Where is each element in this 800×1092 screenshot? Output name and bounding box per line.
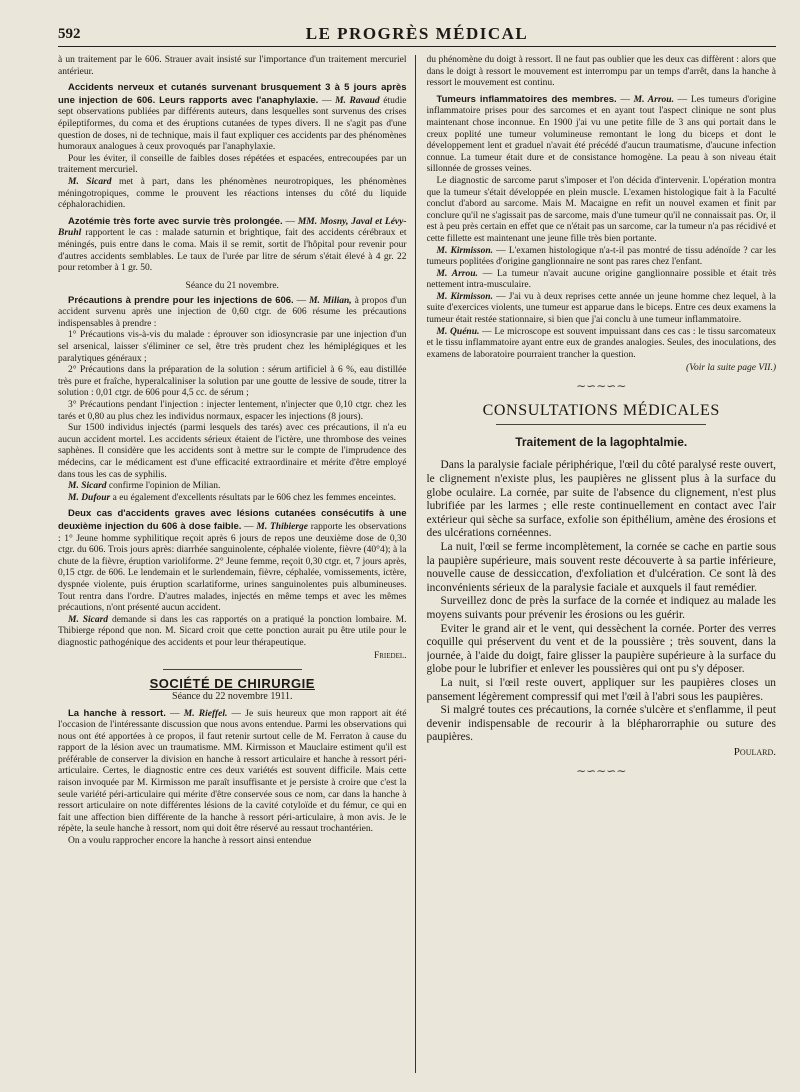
article-ravaud: Accidents nerveux et cutanés survenant brusquement 3 à 5 jours après une injection de 606. Leurs rapports avec l'anaphylaxie. — M. Ravaud étudie sept observations publiées par différents auteurs, dans lesquelles sont survenus des crises épileptiformes, du coma et des éruptions cutanées de types divers. Il ne s'agit pas d'une question de doses, ni de technique, mais il faut expliquer ces accidents par des phénomènes humoraux analogues à ceux provoqués par l'anaphylaxie. xyxy=(58,82,407,153)
section-session-date: Séance du 22 novembre 1911. xyxy=(172,690,293,702)
page-header xyxy=(58,22,776,47)
article-author: M. Milian, xyxy=(309,295,352,306)
ornamental-divider: ∼∽∼∽∼ xyxy=(576,763,627,778)
paragraph: Pour les éviter, il conseille de faibles doses répétées et espacées, entrecoupées par un traitement mercuriel. xyxy=(58,153,407,176)
two-column-body xyxy=(58,55,776,1073)
article-text: étudie sept observations publiées par différents auteurs, dans lesquelles sont survenus des crises épileptiformes, du coma et des éruptions cutanées de types divers. Il ne s'agit pas d'une question de doses, ni de technique, mais il faut expliquer ces accidents par des phénomènes humoraux analogues à ceux provoqués par l'anaphylaxie. xyxy=(58,95,407,153)
speaker: M. Dufour xyxy=(68,492,111,503)
article-title: Accidents nerveux et cutanés survenant brusquement 3 à 5 jours après une injection de 606. Leurs rapports avec l'anaphylaxie. xyxy=(58,82,407,106)
article-azotemie: Azotémie très forte avec survie très prolongée. — MM. Mosny, Javal et Lévy-Bruhl rapportent le cas : malade saturnin et brightique, fait des accidents cérébraux et méningés, puis entre dans le coma. Mais il se remit, sortit de l'hôpital pour revenir pour d'autres accidents semblables. Le taux de l'urée par litre de sérum s'était élevé à 4 gr. 22 pour retomber à 1 gr. 50. xyxy=(58,215,407,274)
article-title: Azotémie très forte avec survie très prolongée. xyxy=(68,215,283,227)
signature: Friedel. xyxy=(373,650,407,661)
paragraph: M. Arrou. — La tumeur n'avait aucune origine ganglionnaire possible et était très nettement intra-musculaire. xyxy=(426,268,776,291)
article-title: Deux cas d'accidents graves avec lésions cutanées consécutifs à une deuxième injection du 606 à dose faible. xyxy=(58,508,407,532)
article-title: Précautions à prendre pour les injections de 606. xyxy=(68,294,294,306)
article-title: La hanche à ressort. xyxy=(68,707,166,719)
list-item: 1° Précautions vis-à-vis du malade : éprouver son idiosyncrasie par une injection d'un sel arsenical, laisser s'éliminer ce sel, être très prudent chez les hémiplégiques et les paralytiques généraux ; xyxy=(58,330,407,364)
article-tumeurs: Tumeurs inflammatoires des membres. — M. Arrou. — Les tumeurs d'origine inflammatoire prises pour des sarcomes et en ayant tout l'aspect clinique ne sont plus maintenant chose inconnue. En 1900 j'ai vu une petite fille de 3 ans qui portait dans le creux poplité une tumeur volumineuse remontant le long du biceps et dont le développement lent et graduel n'avait été précédé d'aucun traumatisme, d'aucune infection connue. La tumeur était dure et de consistance homogène. La peau à son niveau était sillonnée de grosses veines. xyxy=(426,93,776,175)
paragraph: M. Sicard demande si dans les cas rapportés on a pratiqué la ponction lombaire. M. Thibierge répond que non. M. Sicard croit que cette ponction aurait pu être utile pour le diagnostic pathogénique des accidents et pour leur thérapeutique. xyxy=(58,614,407,648)
list-item: 2° Précautions dans la préparation de la solution : sérum artificiel à 6 %, eau distillée très pure et fraîche, hyperalcaliniser la solution par une goutte de lessive de soude, titrer la solution : 0,01 ctgr. de 606 pour 4,5 cc. de sérum ; xyxy=(58,365,407,399)
session-date: Séance du 21 novembre. xyxy=(185,280,279,291)
paragraph: M. Sicard met à part, dans les phénomènes neurotropiques, les phénomènes méningotropiques, comme le prouvent les réactions intenses du côté du liquide céphalorachidien. xyxy=(58,176,407,211)
paragraph-continued: du phénomène du doigt à ressort. Il ne faut pas oublier que les deux cas diffèrent : alors que dans le doigt à ressort le mouvement est interrompu par un temps d'arrêt, dans la hanche à ressort le mouvement est continu. xyxy=(426,55,776,89)
paragraph: La nuit, l'œil se ferme incomplètement, la cornée se cache en partie sous la paupière supérieure, mais souvent reste découverte à sa partie inférieure, nouvelle cause de dessiccation, d'exfoliation et d'ulcération. Ce sont là des inconvénients sérieux de la paralysie faciale et auxquels il faut remédier. xyxy=(426,541,776,594)
paragraph: M. Kirmisson. — L'examen histologique n'a-t-il pas montré de tissu adénoïde ? car les tumeurs poplitées d'origine ganglionnaire ne sont pas rares chez l'enfant. xyxy=(426,245,776,268)
continuation-note: (Voir la suite page VII.) xyxy=(686,363,776,374)
signature: Poulard. xyxy=(733,745,776,758)
speaker: M. Sicard xyxy=(68,176,112,187)
section-divider xyxy=(163,669,302,670)
speaker: M. Arrou. xyxy=(436,268,478,279)
speaker: M. Kirmisson. xyxy=(436,245,493,256)
article-author: M. Rieffel. xyxy=(183,708,228,719)
article-thibierge: Deux cas d'accidents graves avec lésions cutanées consécutifs à une deuxième injection du 606 à dose faible. — M. Thibierge rapporte les observations : 1° Jeune homme syphilitique reçoit après 6 jours de repos une deuxième dose de 0,30 ctgr. du 606. Trois jours après: diarrhée sanguinolente, céphalée violente, fièvre (40°4); à la chute de la fièvre, éruption varioliforme. 2° Jeune femme, reçoit 0,30 ctgr. et, 7 jours après, 0,15 ctgr. de 606. Le lendemain et le surlendemain, fièvre, céphalée, vomissements, ictère, dyspnée violente, puis éruption scarlatiforme, urines sanguinolentes puis albumineuses. Tout rentra dans l'ordre. D'autres malades, injectés en même temps et avec les mêmes précautions, n'ont présenté aucun accident. xyxy=(58,508,407,614)
speaker: M. Kirmisson. xyxy=(436,291,493,302)
paragraph: M. Sicard confirme l'opinion de Milian. xyxy=(68,481,221,492)
article-hanche: La hanche à ressort. — M. Rieffel. — Je suis heureux que mon rapport ait été l'occasion de l'intéressante discussion que nous avons entendue. Parmi les observations qui nous ont été apportées à ce propos, il faut retenir surtout celle de M. Ferraton à cause du rapport de la lésion avec un traumatisme. MM. Kirmisson et Mauclaire estiment qu'il est préférable de conserver la division en hanche à ressort articulaire et hanche à ressort péri-articulaire. Certes, le diagnostic entre ces deux variétés est souvent difficile. Mais cette raison invoquée par M. Kirmisson me paraît insuffisante et je persiste à croire que c'est la seule variété péri-articulaire qui mérite d'être conservée sous ce nom, car dans la hanche à ressort articulaire on note différentes lésions de la cavité cotyloïde et du fémur, ce qui en fait une affection bien différente de la hanche à ressort péri-articulaire, à mon avis. Je le répète, la seule hanche à ressort, nom qui doit être réservé au ressaut trochantérien. xyxy=(58,707,407,835)
speaker: M. Sicard xyxy=(68,481,107,492)
article-author: MM. Mosny, Javal et Lévy-Bruhl xyxy=(58,216,407,239)
paragraph: Surveillez donc de près la surface de la cornée et indiquez au malade les moyens suivants pour prévenir les érosions ou les guérir. xyxy=(426,595,776,621)
page-number: 592 xyxy=(58,26,81,42)
paragraph: Dans la paralysie faciale périphérique, l'œil du côté paralysé reste ouvert, le clignement n'existe plus, les paupières ne glissent plus à la surface du globe oculaire. La cornée, par suite de l'absence du clignement, n'est plus lubrifiée par les larmes ; elle reste continuellement en contact avec l'air extérieur qui sèche sa surface, exfolie son épithélium, amène des érosions et des ulcérations cornéennes. xyxy=(426,459,776,540)
speaker: M. Quénu. xyxy=(436,326,480,337)
paragraph: Sur 1500 individus injectés (parmi lesquels des tarés) avec ces précautions, il n'a eu aucun accident mortel. Les accidents sérieux étaient de l'ictère, une thrombose des veines saphènes. Il considère que les accidents sont à mettre sur le compte de l'imprudence des médecins, car le médicament est d'une efficacité extraordinaire et mérite d'être employé dans tous les cas de syphilis. xyxy=(58,423,407,480)
ornamental-divider: ∼∽∼∽∼ xyxy=(576,379,627,394)
paragraph: M. Quénu. — Le microscope est souvent impuissant dans ces cas : le tissu sarcomateux et le tissu inflammatoire ayant entre eux de grandes analogies. Seules, des inoculations, des examens de laboratoire pourraient trancher la question. xyxy=(426,326,776,360)
consultation-subtitle: Traitement de la lagophtalmie. xyxy=(515,435,688,450)
article-author: M. Ravaud xyxy=(335,95,380,106)
right-column xyxy=(427,55,777,1073)
list-item: 3° Précautions pendant l'injection : injecter lentement, n'injecter que 0,10 ctgr. chez les tarés et 0,80 au plus chez les individus normaux, espacer les injections (8 jours). xyxy=(58,400,407,422)
left-column xyxy=(58,55,416,1073)
section-heading: SOCIÉTÉ DE CHIRURGIE xyxy=(149,675,315,691)
article-author: M. Arrou. xyxy=(633,94,674,105)
paragraph: La nuit, si l'œil reste ouvert, appliquer sur les paupières closes un pansement légèrement compressif qui met l'œil à l'abri sous les paupières. xyxy=(426,676,776,703)
paragraph: M. Kirmisson. — J'ai vu à deux reprises cette année un jeune homme chez lequel, à la suite d'exercices violents, une tumeur est apparue dans le biceps. Entre ces deux examens la tumeur était restée stationnaire, si bien que j'ai conclu à une tumeur inflammatoire. xyxy=(426,291,776,326)
article-author: M. Thibierge xyxy=(256,521,308,532)
consultation-body xyxy=(427,459,777,757)
paragraph-continued: à un traitement par le 606. Strauer avait insisté sur l'importance d'un traitement mercuriel antérieur. xyxy=(58,55,407,77)
journal-title: LE PROGRÈS MÉDICAL xyxy=(305,24,529,43)
article-precautions: Précautions à prendre pour les injections de 606. — M. Milian, à propos d'un accident survenu après une injection de 0,60 ctgr. de 606 résume les précautions indispensables à prendre : xyxy=(58,294,407,329)
paragraph: On a voulu rapprocher encore la hanche à ressort ainsi entendue xyxy=(68,836,312,847)
paragraph: Eviter le grand air et le vent, qui dessèchent la cornée. Porter des verres coquille qui préservent du vent et de la poussière ; très souvent, dans la journée, à l'aide du doigt, faire glisser la paupière supérieure à la surface du globe pour le lubrifier et enlever les poussières qui ont pu s'y déposer. xyxy=(426,622,776,676)
speaker: M. Sicard xyxy=(68,614,109,625)
article-title: Tumeurs inflammatoires des membres. xyxy=(436,93,617,105)
consultations-heading: CONSULTATIONS MÉDICALES xyxy=(482,402,720,420)
paragraph: Le diagnostic de sarcome parut s'imposer et l'on décida d'intervenir. L'opération montra que la tumeur s'était développée en plein muscle. L'examen histologique fait à la Faculté conclut d'abord au sarcome. Mais M. Macaigne en refit un nouvel examen et finit par conclure qu'il ne s'agissait pas de sarcome, mais d'une tumeur qu'il ne connaissait pas. Or, il est à peu près certain en effet que ce n'était pas un sarcome, car la tumeur n'a pas récidivé et cette fillette est maintenant une jeune fille très bien portante. xyxy=(426,175,776,244)
paragraph: M. Dufour a eu également d'excellents résultats par le 606 chez les femmes enceintes. xyxy=(68,492,397,503)
paragraph: Si malgré toutes ces précautions, la cornée s'ulcère et s'enflamme, il peut devenir indispensable de recourir à la blépharorraphie ou suture des paupières. xyxy=(426,704,776,744)
heading-underline xyxy=(496,424,706,425)
